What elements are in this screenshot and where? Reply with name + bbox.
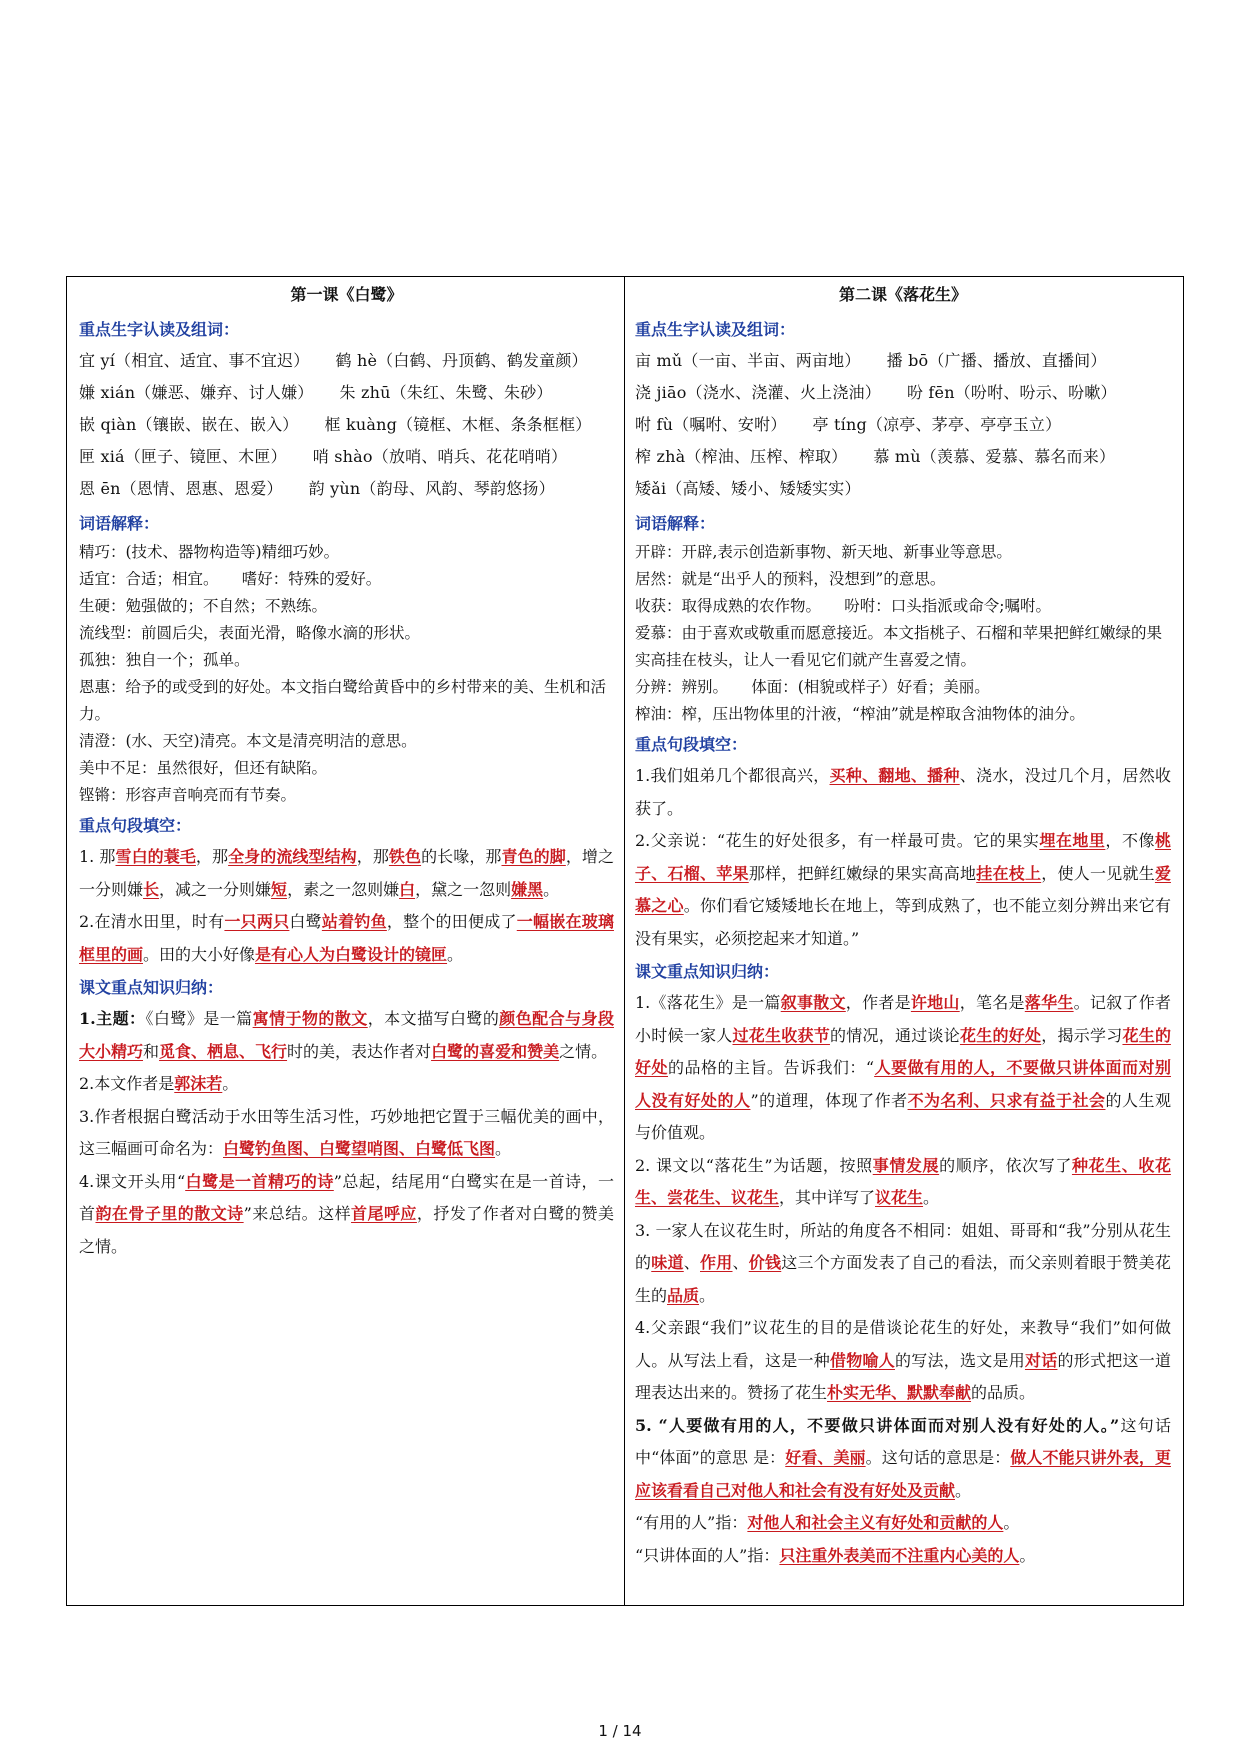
text-run: 1.我们姐弟几个都很高兴， bbox=[635, 766, 830, 785]
answer-highlight: 韵在骨子里的散文诗 bbox=[95, 1204, 244, 1223]
char-entry: 浇 jiāo（浇水、浇灌、火上浇油） bbox=[635, 383, 881, 402]
lesson1-know bbox=[79, 1003, 614, 1263]
word-definition: 收获：取得成熟的农作物。 吩咐：口头指派或命令;嘱咐。 bbox=[635, 597, 1051, 615]
paragraph bbox=[635, 1507, 1171, 1540]
word-definition: 孤独：独自一个；孤单。 bbox=[79, 651, 250, 669]
paragraph bbox=[79, 1101, 614, 1166]
char-entry: 亭 tíng（凉亭、茅亭、亭亭玉立） bbox=[812, 415, 1062, 434]
answer-highlight: 桃子、石榴、苹果 bbox=[635, 831, 1171, 883]
text-run: 白鹭 bbox=[289, 912, 322, 931]
text-run: 、 bbox=[732, 1253, 749, 1272]
word-definition: 流线型：前圆后尖，表面光滑，略像水滴的形状。 bbox=[79, 624, 421, 642]
answer-highlight: 郭沫若 bbox=[174, 1074, 223, 1093]
word-definition: 清澄：(水、天空)清亮。本文是清亮明洁的意思。 bbox=[79, 732, 417, 750]
text-run: 。 bbox=[1003, 1513, 1020, 1532]
lesson2-title: 第二课《落花生》 bbox=[838, 285, 967, 304]
char-entry: 嵌 qiàn（镶嵌、嵌在、嵌入） bbox=[79, 415, 299, 434]
text-run: 之情。 bbox=[559, 1041, 608, 1061]
char-row bbox=[635, 473, 1171, 505]
paragraph bbox=[635, 825, 1171, 955]
answer-highlight: 白鹭是一首精巧的诗 bbox=[185, 1171, 334, 1191]
answer-highlight: 好看、美丽 bbox=[785, 1448, 866, 1467]
text-run: 。这句话的意思是： bbox=[865, 1448, 1011, 1467]
text-run: 4.课文开头用“ bbox=[79, 1171, 186, 1191]
paragraph bbox=[79, 906, 614, 971]
text-run: 《白鹭》是一篇 bbox=[145, 1009, 253, 1028]
lesson1-fill bbox=[79, 841, 614, 971]
text-run: ，那 bbox=[195, 847, 229, 866]
char-entry: 吩 fēn（吩咐、吩示、吩嗽） bbox=[906, 383, 1117, 402]
answer-highlight: 味道 bbox=[651, 1253, 684, 1272]
answer-highlight: 朴实无华、默默奉献 bbox=[827, 1383, 972, 1402]
text-run: 2.本文作者是 bbox=[79, 1074, 175, 1093]
text-run: 、 bbox=[683, 1253, 700, 1272]
answer-highlight: 人要做有用的人，不要做只讲体面而对别人没有好处的人 bbox=[635, 1058, 1171, 1110]
char-entry: 宜 yí（相宜、适宜、事不宜迟） bbox=[79, 351, 310, 370]
text-run: 。 bbox=[495, 1139, 512, 1158]
lesson1-chars bbox=[79, 345, 614, 505]
text-run: 。记叙了作者小时候一家人 bbox=[635, 993, 1171, 1045]
lesson2-column bbox=[625, 277, 1183, 1605]
text-run: 的品格的主旨。告诉我们：“ bbox=[668, 1058, 875, 1077]
char-entry: 嫌 xián（嫌恶、嫌弃、讨人嫌） bbox=[79, 383, 314, 402]
char-entry: 匣 xiá（匣子、镜匣、木匣） bbox=[79, 447, 287, 466]
text-run: ，其中详写了 bbox=[779, 1188, 876, 1207]
lesson2-fill-heading: 重点句段填空： bbox=[635, 735, 748, 754]
paragraph bbox=[635, 1150, 1171, 1215]
char-row bbox=[79, 473, 614, 505]
paragraph bbox=[79, 841, 614, 906]
text-run: 那样，把鲜红嫩绿的果实高高地 bbox=[748, 863, 977, 883]
lesson2-know bbox=[635, 987, 1171, 1572]
text-run: 这句话中“体面”的意思 是： bbox=[635, 1415, 1171, 1467]
paragraph bbox=[635, 1312, 1171, 1410]
paragraph bbox=[635, 1540, 1171, 1573]
text-run: ，整个的田便成了 bbox=[386, 912, 517, 931]
word-definition: 恩惠：给予的或受到的好处。本文指白鹭给黄昏中的乡村带来的美、生机和活力。 bbox=[79, 678, 607, 723]
answer-highlight: 落华生 bbox=[1024, 993, 1074, 1012]
lesson2-chars-heading: 重点生字认读及组词： bbox=[635, 320, 796, 339]
text-run: 。田的大小好像 bbox=[143, 944, 256, 964]
answer-highlight: 花生的好处 bbox=[635, 1025, 1171, 1077]
char-entry: 哨 shào（放哨、哨兵、花花哨哨） bbox=[312, 447, 568, 466]
text-run: 。 bbox=[1019, 1545, 1036, 1565]
word-definition: 生硬：勉强做的；不自然；不熟练。 bbox=[79, 597, 328, 615]
char-row bbox=[635, 409, 1171, 441]
answer-highlight: 白鹭的喜爱和赞美 bbox=[431, 1041, 560, 1061]
answer-highlight: 铁色 bbox=[388, 847, 422, 866]
text-run: 4.父亲跟“我们”议花生的目的是借谈论花生的好处，来教导“我们”如何做人。从写法上看，这是一种 bbox=[635, 1318, 1171, 1370]
text-run: ，作者是 bbox=[845, 993, 911, 1012]
text-run: 这三个方面发表了自己的看法，而父亲则着眼于赞美花生的 bbox=[635, 1253, 1171, 1305]
paragraph bbox=[635, 760, 1171, 825]
text-run: ，笔名是 bbox=[959, 993, 1025, 1012]
char-row bbox=[79, 345, 614, 377]
lesson-table bbox=[66, 276, 1184, 1606]
text-run: ，揭示学习 bbox=[1041, 1025, 1123, 1045]
char-entry: 韵 yùn（韵母、风韵、琴韵悠扬） bbox=[308, 479, 555, 498]
char-row bbox=[635, 377, 1171, 409]
answer-highlight: 借物喻人 bbox=[829, 1350, 895, 1370]
text-run: 的写法，选文是用 bbox=[894, 1350, 1025, 1370]
text-run: ，增之一分则嫌 bbox=[79, 847, 614, 899]
text-run: 的顺序，依次写了 bbox=[939, 1155, 1072, 1175]
word-definition: 榨油：榨，压出物体里的汁液，“榨油”就是榨取含油物体的油分。 bbox=[635, 705, 1085, 723]
lesson1-title: 第一课《白鹭》 bbox=[290, 285, 403, 304]
answer-highlight: 白 bbox=[399, 879, 416, 899]
answer-highlight: 站着钓鱼 bbox=[321, 912, 387, 931]
lesson1-fill-heading: 重点句段填空： bbox=[79, 816, 192, 835]
text-run: 1.《落花生》是一篇 bbox=[635, 993, 781, 1012]
answer-highlight: 过花生收获节 bbox=[732, 1025, 830, 1045]
answer-highlight: 白鹭钓鱼图、白鹭望哨图、白鹭低飞图 bbox=[223, 1139, 496, 1158]
bold-text: 5. “人要做有用的人，不要做只讲体面而对别人没有好处的人。” bbox=[635, 1415, 1120, 1435]
char-entry: 榨 zhà（榨油、压榨、榨取） bbox=[635, 447, 848, 466]
word-definition: 精巧：(技术、器物构造等)精细巧妙。 bbox=[79, 543, 340, 561]
text-run: 。你们看它矮矮地长在地上，等到成熟了，也不能立刻分辨出来它有没有果实，必须挖起来才知道。” bbox=[635, 896, 1171, 948]
paragraph bbox=[79, 1003, 614, 1068]
text-run: ，那 bbox=[356, 847, 389, 866]
text-run: 。 bbox=[447, 944, 464, 964]
lesson1-words-heading: 词语解释： bbox=[79, 514, 160, 533]
text-run: 和 bbox=[143, 1041, 160, 1061]
char-entry: 矮ǎi（高矮、矮小、矮矮实实） bbox=[635, 479, 861, 498]
answer-highlight: 许地山 bbox=[910, 993, 960, 1012]
answer-highlight: 一只两只 bbox=[224, 912, 290, 931]
text-run: 的形式把这一道理表达出来的。赞扬了花生 bbox=[635, 1350, 1171, 1402]
paragraph bbox=[79, 1166, 614, 1264]
answer-highlight: 一幅嵌在玻璃框里的画 bbox=[79, 912, 614, 964]
answer-highlight: 嫌黑 bbox=[511, 879, 544, 899]
text-run: 2.父亲说：“花生的好处很多，有一样最可贵。它的果实 bbox=[635, 831, 1040, 850]
text-run: 3. 一家人在议花生时，所站的角度各不相同：姐姐、哥哥和“我”分别从花生的 bbox=[635, 1220, 1171, 1272]
answer-highlight: 长 bbox=[143, 879, 160, 899]
char-row bbox=[79, 441, 614, 473]
text-run: “有用的人”指： bbox=[635, 1513, 748, 1532]
answer-highlight: 作用 bbox=[700, 1253, 733, 1272]
char-entry: 播 bō（广播、播放、直播间） bbox=[886, 351, 1107, 370]
word-definition: 适宜：合适；相宜。 嗜好：特殊的爱好。 bbox=[79, 570, 382, 588]
lesson1-words bbox=[79, 539, 614, 809]
char-entry: 慕 mù（羡慕、爱慕、慕名而来） bbox=[873, 447, 1116, 466]
char-row bbox=[79, 409, 614, 441]
text-run: 、浇水，没过几个月，居然收获了。 bbox=[635, 766, 1171, 818]
word-definition: 爱慕：由于喜欢或敬重而愿意接近。本文指桃子、石榴和苹果把鲜红嫩绿的果实高挂在枝头，让人一看见它们就产生喜爱之情。 bbox=[635, 624, 1163, 669]
word-definition: 开辟：开辟,表示创造新事物、新天地、新事业等意思。 bbox=[635, 543, 1012, 561]
text-run: 2.在清水田里，时有 bbox=[79, 912, 225, 931]
text-run: 时的美，表达作者对 bbox=[287, 1041, 432, 1061]
answer-highlight: 青色的脚 bbox=[501, 847, 566, 866]
char-row bbox=[79, 377, 614, 409]
text-run: ”总起，结尾用“白鹭实在是一首诗，一首 bbox=[79, 1171, 614, 1223]
text-run: 。 bbox=[222, 1074, 239, 1093]
lesson1-column bbox=[67, 277, 625, 1605]
text-run: 。 bbox=[543, 879, 560, 899]
text-run: 3.作者根据白鹭活动于水田等生活习性，巧妙地把它置于三幅优美的画中，这三幅画可命名为： bbox=[79, 1106, 614, 1158]
text-run: ，本文描写白鹭的 bbox=[367, 1009, 500, 1028]
lesson1-chars-heading: 重点生字认读及组词： bbox=[79, 320, 240, 339]
answer-highlight: 挂在枝上 bbox=[976, 863, 1042, 883]
answer-highlight: 做人不能只讲外表，更应该看看自己对他人和社会有没有好处及贡献 bbox=[635, 1448, 1171, 1500]
page-number: 1 / 14 bbox=[598, 1722, 642, 1740]
text-run: 的品质。 bbox=[971, 1383, 1036, 1402]
answer-highlight: 雪白的蓑毛 bbox=[115, 847, 196, 866]
answer-highlight: 不为名利、只求有益于社会 bbox=[907, 1090, 1106, 1110]
text-run: 的情况，通过谈论 bbox=[829, 1025, 960, 1045]
text-run: 1. 那 bbox=[79, 847, 116, 866]
word-definition: 分辨：辨别。 体面：(相貌或样子）好看；美丽。 bbox=[635, 678, 990, 696]
lesson2-words-heading: 词语解释： bbox=[635, 514, 716, 533]
answer-highlight: 对话 bbox=[1024, 1350, 1058, 1370]
word-definition: 铿锵：形容声音响亮而有节奏。 bbox=[79, 786, 297, 804]
text-run: ，抒发了作者对白鹭的赞美之情。 bbox=[79, 1204, 614, 1256]
answer-highlight: 觅食、栖息、飞行 bbox=[159, 1041, 288, 1061]
answer-highlight: 种花生、收花生、尝花生、议花生 bbox=[635, 1155, 1171, 1207]
lesson2-know-heading: 课文重点知识归纳： bbox=[635, 962, 780, 981]
answer-highlight: 事情发展 bbox=[872, 1155, 940, 1175]
char-entry: 恩 ēn（恩情、恩惠、恩爱） bbox=[79, 479, 283, 498]
paragraph bbox=[635, 1410, 1171, 1508]
text-run: ”的道理，体现了作者 bbox=[750, 1090, 908, 1110]
text-run: ”来总结。这样 bbox=[243, 1204, 352, 1223]
answer-highlight: 短 bbox=[271, 879, 288, 899]
char-entry: 框 kuàng（镜框、木框、条条框框） bbox=[324, 415, 592, 434]
text-run: ，黛之一忽则 bbox=[415, 879, 512, 899]
answer-highlight: 颜色配合与身段大小精巧 bbox=[79, 1009, 614, 1061]
text-run: ，减之一分则嫌 bbox=[159, 879, 272, 899]
answer-highlight: 价钱 bbox=[748, 1253, 782, 1272]
text-run: “只讲体面的人”指： bbox=[635, 1545, 780, 1565]
paragraph bbox=[635, 987, 1171, 1150]
word-definition: 居然：就是“出乎人的预料，没想到”的意思。 bbox=[635, 570, 946, 588]
answer-highlight: 只注重外表美而不注重内心美的人 bbox=[779, 1545, 1020, 1565]
answer-highlight: 首尾呼应 bbox=[351, 1204, 417, 1223]
char-entry: 鹤 hè（白鹤、丹顶鹤、鹤发童颜） bbox=[335, 351, 588, 370]
lesson2-words bbox=[635, 539, 1171, 728]
paragraph bbox=[635, 1215, 1171, 1313]
word-definition: 美中不足：虽然很好，但还有缺陷。 bbox=[79, 759, 328, 777]
char-entry: 朱 zhū（朱红、朱鹭、朱砂） bbox=[339, 383, 553, 402]
bold-text: 1.主题： bbox=[79, 1009, 146, 1028]
answer-highlight: 花生的好处 bbox=[959, 1025, 1042, 1045]
text-run: 的长喙，那 bbox=[421, 847, 502, 866]
text-run: ，使人一见就生 bbox=[1041, 863, 1155, 883]
char-row bbox=[635, 441, 1171, 473]
text-run: 。 bbox=[923, 1188, 940, 1207]
answer-highlight: 买种、翻地、播种 bbox=[829, 766, 960, 785]
answer-highlight: 议花生 bbox=[875, 1188, 924, 1207]
text-run: 。 bbox=[699, 1285, 716, 1305]
lesson1-know-heading: 课文重点知识归纳： bbox=[79, 978, 224, 997]
answer-highlight: 对他人和社会主义有好处和贡献的人 bbox=[747, 1513, 1004, 1532]
text-run: 的人生观与价值观。 bbox=[635, 1090, 1171, 1142]
text-run: 。 bbox=[955, 1480, 972, 1500]
answer-highlight: 全身的流线型结构 bbox=[228, 847, 357, 866]
answer-highlight: 爱慕之心 bbox=[635, 863, 1171, 915]
text-run: 2. 课文以“落花生”为话题，按照 bbox=[635, 1155, 873, 1175]
answer-highlight: 叙事散文 bbox=[780, 993, 846, 1012]
char-row bbox=[635, 345, 1171, 377]
char-entry: 亩 mǔ（一亩、半亩、两亩地） bbox=[635, 351, 861, 370]
lesson2-chars bbox=[635, 345, 1171, 505]
answer-highlight: 埋在地里 bbox=[1039, 831, 1106, 850]
answer-highlight: 品质 bbox=[667, 1285, 700, 1305]
answer-highlight: 是有心人为白鹭设计的镜匣 bbox=[255, 944, 448, 964]
paragraph bbox=[79, 1068, 614, 1101]
text-run: ，不像 bbox=[1105, 831, 1155, 850]
lesson2-fill bbox=[635, 760, 1171, 955]
text-run: ，素之一忽则嫌 bbox=[287, 879, 400, 899]
char-entry: 咐 fù（嘱咐、安咐） bbox=[635, 415, 787, 434]
answer-highlight: 寓情于物的散文 bbox=[252, 1009, 368, 1028]
